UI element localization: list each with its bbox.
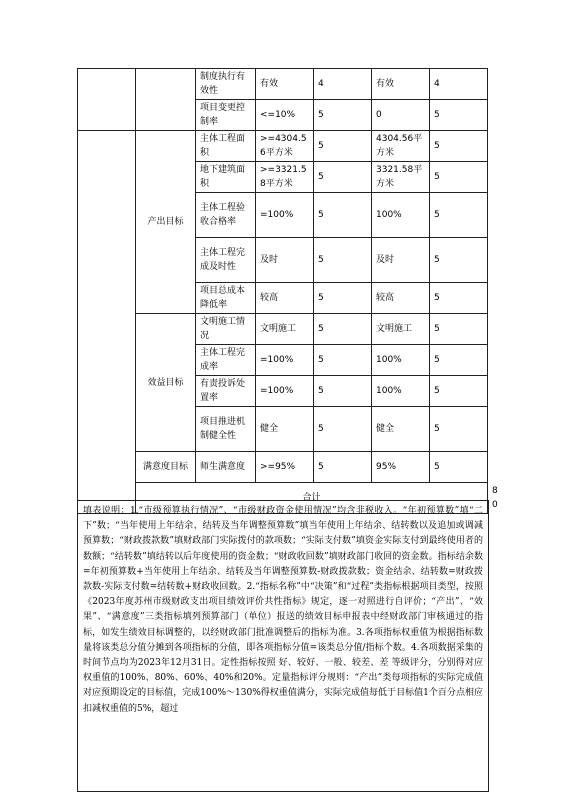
target-cell: =100% [256, 345, 314, 376]
blank-cell [136, 69, 196, 131]
target-cell: 健全 [256, 407, 314, 452]
actual-cell: 0 [372, 100, 430, 131]
target-cell: 文明施工 [256, 314, 314, 345]
target-cell: >=95% [256, 452, 314, 483]
table-row [78, 452, 488, 483]
blank-cell [78, 69, 136, 131]
weight-cell: 5 [314, 345, 372, 376]
indicator-cell: 地下建筑面积 [196, 162, 256, 193]
score-cell: 5 [430, 162, 488, 193]
score-cell: 5 [430, 314, 488, 345]
target-cell: =100% [256, 193, 314, 238]
indicator-cell: 文明施工情况 [196, 314, 256, 345]
actual-cell: 及时 [372, 238, 430, 283]
weight-cell: 4 [314, 69, 372, 100]
group-cell-output: 产出目标 [136, 131, 196, 314]
actual-cell: 健全 [372, 407, 430, 452]
actual-cell: 较高 [372, 283, 430, 314]
target-cell: >=4304.56平方米 [256, 131, 314, 162]
indicator-cell: 主体工程验收合格率 [196, 193, 256, 238]
weight-cell: 5 [314, 131, 372, 162]
indicator-cell: 项目总成本降低率 [196, 283, 256, 314]
score-cell: 5 [430, 131, 488, 162]
actual-cell: 文明施工 [372, 314, 430, 345]
weight-cell: 5 [314, 193, 372, 238]
indicator-cell: 主体工程完成及时性 [196, 238, 256, 283]
actual-cell: 3321.58平方米 [372, 162, 430, 193]
score-cell: 5 [430, 238, 488, 283]
indicator-cell: 师生满意度 [196, 452, 256, 483]
weight-cell: 5 [314, 283, 372, 314]
actual-cell: 100% [372, 193, 430, 238]
actual-cell: 95% [372, 452, 430, 483]
target-cell: 及时 [256, 238, 314, 283]
weight-cell: 5 [314, 162, 372, 193]
target-cell: =100% [256, 376, 314, 407]
indicator-cell: 主体工程完成率 [196, 345, 256, 376]
indicator-cell: 制度执行有效性 [196, 69, 256, 100]
weight-cell: 5 [314, 452, 372, 483]
score-cell: 5 [430, 407, 488, 452]
table-row [78, 314, 488, 345]
table-row [78, 69, 488, 100]
target-cell: <=10% [256, 100, 314, 131]
total-row: 合计 80 [78, 483, 488, 514]
total-label: 合计 [136, 483, 488, 514]
filling-instructions: 填表说明：1.“市级预算执行情况”、“市级财政资金使用情况”均含非税收入。“年初预算数”填“二下”数；“当年使用上年结余、结转及当年调整预算数”填当年使用上年结余、结转数以及追加或调减预算数；“财政拨款数”填财政部门实际拨付的款项数；“实际支付数”填资金实际支付到最终使用者的数额；“结转数”填结转以后年度使用的资金数；“财政收回数”填财政部门收回的资金数。指标结余数=年初预算数+当年使用上年结余、结转及当年调整预算数-财政拨款数；资金结余、结转数=财政拨款数-实际支付数=结转数+财政收回数。2.“指标名称”中“决策”和“过程”类指标根据项目类型，按照《2023年度苏州市级财政支出项目绩效评价共性指标》规定，逐一对照进行自评价；“产出”、“效果”、“满意度”三类指标填列预算部门（单位）报送的绩效目标申报表中经财政部门审核通过的指标，如发生绩效目标调整的，以经财政部门批准调整后的指标为准。3.各项指标权重值为根据指标数量将该类总分值分摊到各项指标的分值，即各项指标分值=该类总分值/指标个数。4.各项数据采集的时间节点均为2023年12月31日。定性指标按照 好、较好、一般、较差、差 等级评分，分别得对应权重值的100%、80%、60%、40%和20%。定量指标评分规则：“产出”类每项指标的实际完成值对应预期设定的目标值，完成100%～130%得权重值满分，实际完成值每低于目标值1个百分点相应扣减权重值的5%，超过 [77, 500, 489, 792]
actual-cell: 100% [372, 376, 430, 407]
indicator-cell: 项目变更控制率 [196, 100, 256, 131]
target-cell: 有效 [256, 69, 314, 100]
score-cell: 5 [430, 345, 488, 376]
table-row [78, 131, 488, 162]
score-cell: 5 [430, 100, 488, 131]
actual-cell: 4304.56平方米 [372, 131, 430, 162]
indicator-cell: 有责投诉处置率 [196, 376, 256, 407]
blank-cell [78, 131, 136, 514]
actual-cell: 100% [372, 345, 430, 376]
score-cell: 4 [430, 69, 488, 100]
indicator-cell: 主体工程面积 [196, 131, 256, 162]
weight-cell: 5 [314, 238, 372, 283]
target-cell: >=3321.58平方米 [256, 162, 314, 193]
group-cell-satisfaction: 满意度目标 [136, 452, 196, 483]
indicator-cell: 项目推进机制健全性 [196, 407, 256, 452]
weight-cell: 5 [314, 314, 372, 345]
group-cell-benefit: 效益目标 [136, 314, 196, 452]
weight-cell: 5 [314, 407, 372, 452]
target-cell: 较高 [256, 283, 314, 314]
score-cell: 5 [430, 376, 488, 407]
performance-table [77, 68, 498, 514]
score-cell: 5 [430, 283, 488, 314]
score-cell: 5 [430, 452, 488, 483]
weight-cell: 5 [314, 100, 372, 131]
actual-cell: 有效 [372, 69, 430, 100]
score-cell: 5 [430, 193, 488, 238]
weight-cell: 5 [314, 376, 372, 407]
